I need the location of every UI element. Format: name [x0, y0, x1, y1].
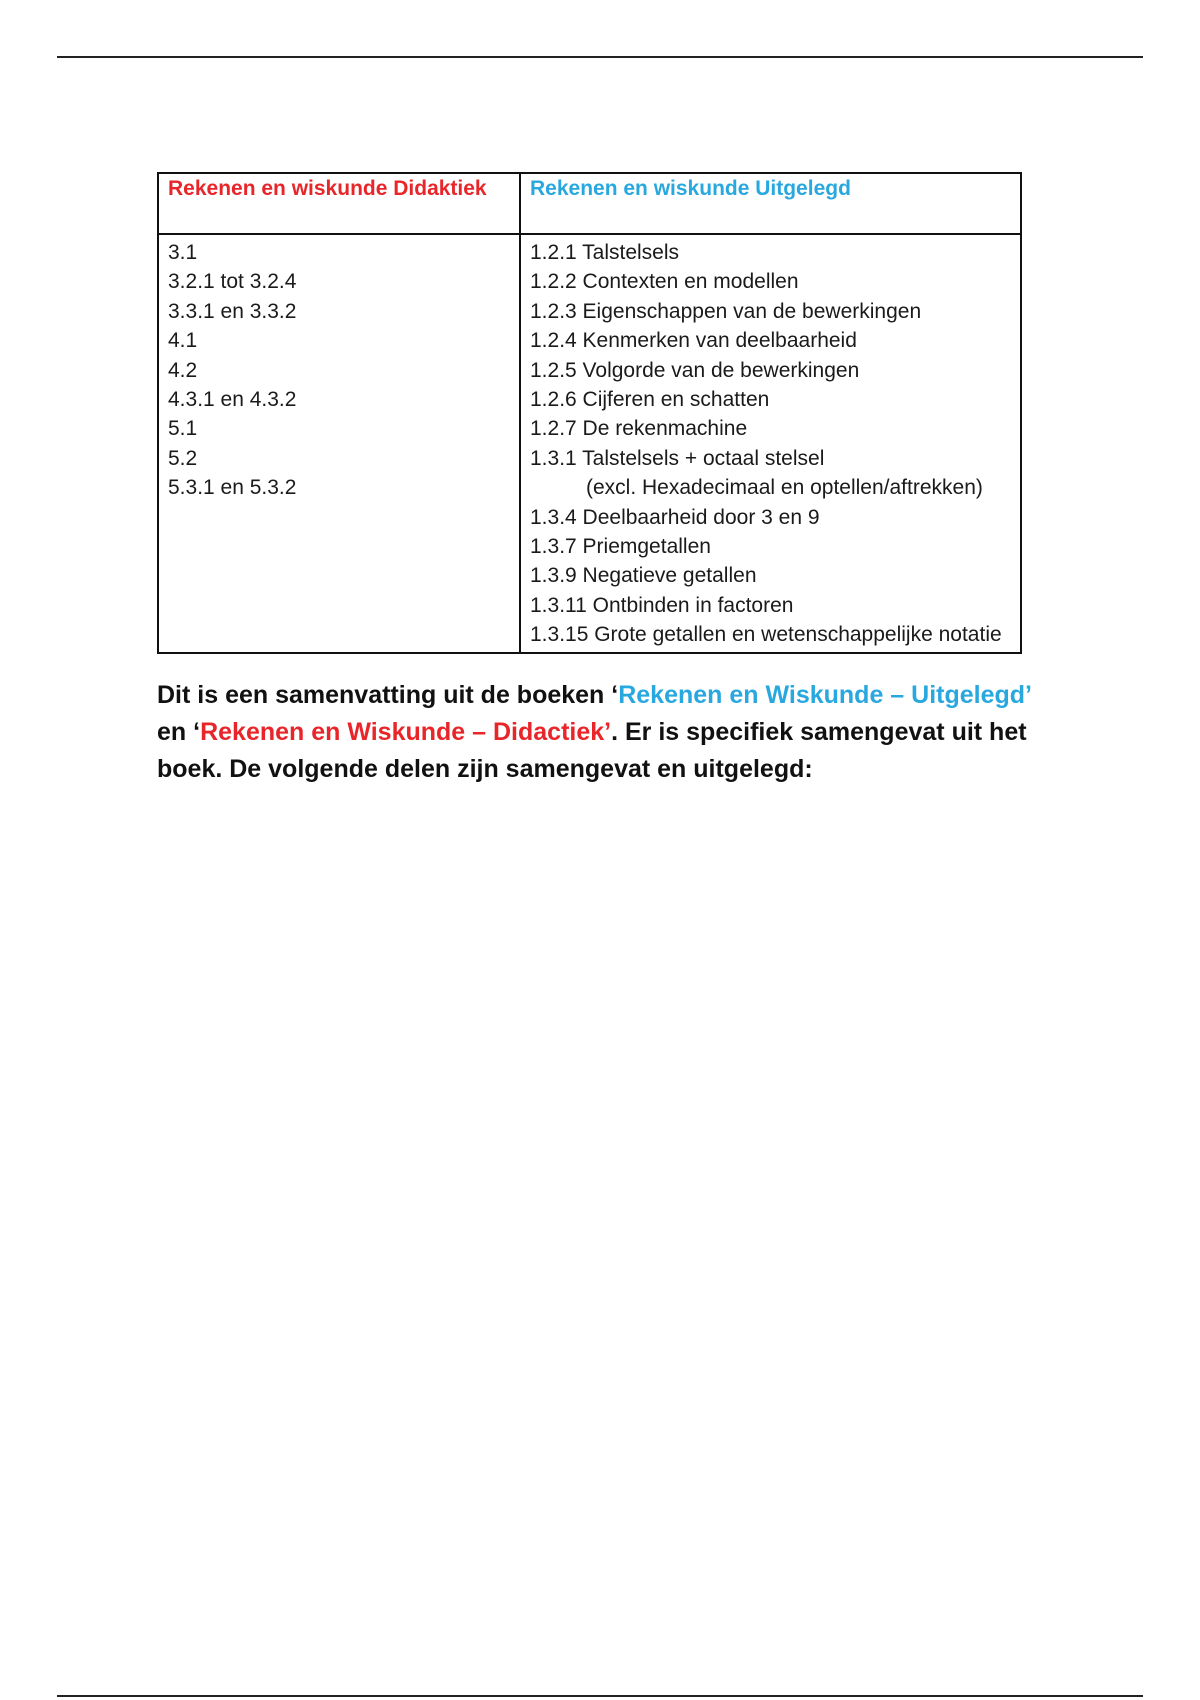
- table-row: [158, 234, 1021, 653]
- list-item: 1.2.7 De rekenmachine: [530, 417, 748, 441]
- list-item: 3.2.1 tot 3.2.4: [168, 270, 297, 294]
- list-item: 5.2: [168, 446, 198, 470]
- list-item: 5.1: [168, 417, 198, 441]
- list-item: 1.3.15 Grote getallen en wetenschappelijke notatie: [530, 623, 1002, 647]
- summary-text-part1: Dit is een samenvatting uit de boeken ‘: [157, 681, 619, 709]
- didactiek-cell: [158, 234, 520, 653]
- list-item: 1.2.1 Talstelsels: [530, 241, 680, 264]
- list-item: 1.3.7 Priemgetallen: [530, 535, 711, 559]
- list-item: 1.2.4 Kenmerken van deelbaarheid: [530, 329, 857, 353]
- list-item: 4.2: [168, 358, 198, 382]
- list-item: 1.3.1 Talstelsels + octaal stelsel: [530, 446, 825, 470]
- list-item: 4.1: [168, 329, 198, 353]
- header-rule: [57, 56, 1143, 58]
- table-header-row: [158, 173, 1021, 234]
- book-sections-table: [157, 172, 1022, 654]
- summary-paragraph: [157, 677, 1037, 788]
- list-item: 1.3.11 Ontbinden in factoren: [530, 593, 794, 617]
- didactiek-list: [168, 238, 510, 503]
- list-item: 1.2.3 Eigenschappen van de bewerkingen: [530, 299, 922, 323]
- list-item: 1.3.4 Deelbaarheid door 3 en 9: [530, 505, 820, 529]
- list-item: 5.3.1 en 5.3.2: [168, 476, 297, 500]
- list-item: 1.3.9 Negatieve getallen: [530, 564, 757, 588]
- list-item: 1.2.2 Contexten en modellen: [530, 270, 799, 294]
- header-didactiek: Rekenen en wiskunde Didaktiek: [158, 173, 520, 234]
- footer-rule: [57, 1695, 1143, 1697]
- list-item-note: (excl. Hexadecimaal en optellen/aftrekken): [586, 476, 983, 500]
- summary-text-part2: en ‘: [157, 718, 201, 746]
- list-item: 3.3.1 en 3.3.2: [168, 299, 297, 323]
- uitgelegd-cell: [520, 234, 1021, 653]
- list-item: 4.3.1 en 4.3.2: [168, 388, 297, 412]
- summary-text-part3: . Er is specifiek samengevat uit het boek. De volgende delen zijn samengevat en uitgelegd:: [157, 718, 1027, 783]
- list-item: 3.1: [168, 241, 198, 264]
- book-title-uitgelegd: Rekenen en Wiskunde – Uitgelegd’: [618, 681, 1031, 709]
- header-uitgelegd: Rekenen en wiskunde Uitgelegd: [520, 173, 1021, 234]
- book-title-didactiek: Rekenen en Wiskunde – Didactiek’: [200, 718, 612, 746]
- list-item: 1.2.5 Volgorde van de bewerkingen: [530, 358, 860, 382]
- uitgelegd-list: [530, 238, 1011, 650]
- list-item: 1.2.6 Cijferen en schatten: [530, 388, 770, 412]
